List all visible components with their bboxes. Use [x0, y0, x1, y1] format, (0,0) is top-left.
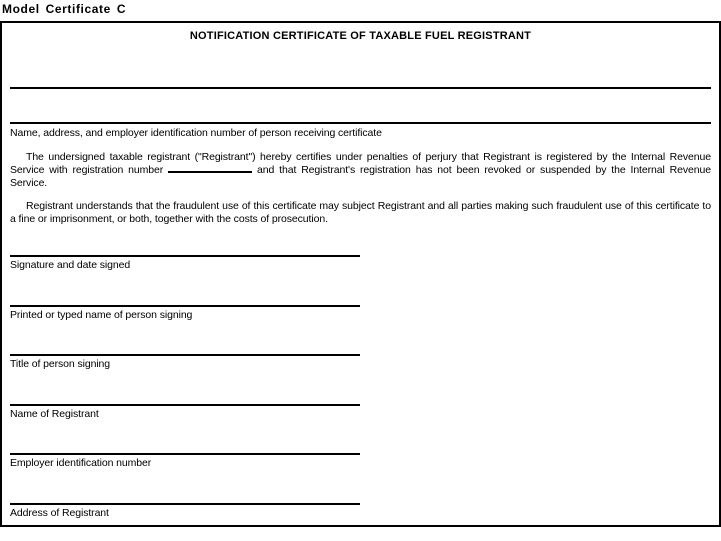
field-label: Signature and date signed — [10, 259, 131, 271]
field-printed-name — [10, 305, 711, 322]
recipient-field-label: Name, address, and employer identification number of person receiving certificate — [10, 127, 382, 139]
certification-text-before-blank: The undersigned taxable registrant ("Registrant") hereby certifies under penalties of perjury that Registrant is registered by the Internal Revenue Service with registration number — [10, 151, 711, 176]
registration-number-blank — [168, 164, 252, 173]
field-registrant-address — [10, 503, 711, 520]
field-label: Title of person signing — [10, 358, 111, 370]
write-line — [10, 503, 360, 505]
certification-paragraph — [10, 151, 711, 190]
field-label: Printed or typed name of person signing — [10, 309, 193, 321]
certification-text-after-blank: and that Registrant's registration has not been revoked or suspended by the Internal Revenue Service. — [10, 164, 711, 189]
page-title: Model Certificate C — [2, 2, 127, 16]
write-line — [10, 255, 360, 257]
recipient-write-line-2 — [10, 122, 711, 124]
field-employer-id-number — [10, 453, 711, 470]
certificate-box — [0, 21, 721, 527]
field-signature-and-date — [10, 255, 711, 272]
recipient-write-line-1 — [10, 87, 711, 89]
write-line — [10, 305, 360, 307]
field-label: Name of Registrant — [10, 408, 99, 420]
field-title-of-signer — [10, 354, 711, 371]
write-line — [10, 453, 360, 455]
write-line — [10, 354, 360, 356]
field-label: Address of Registrant — [10, 507, 109, 519]
write-line — [10, 404, 360, 406]
certificate-heading: NOTIFICATION CERTIFICATE OF TAXABLE FUEL REGISTRANT — [189, 30, 532, 42]
field-registrant-name — [10, 404, 711, 421]
fraud-warning-paragraph: Registrant understands that the fraudulent use of this certificate may subject Registrant and all parties making such fraudulent use of this certificate to a fine or imprisonment, or both, together with the costs of prosecution. — [10, 200, 711, 225]
field-label: Employer identification number — [10, 457, 152, 469]
